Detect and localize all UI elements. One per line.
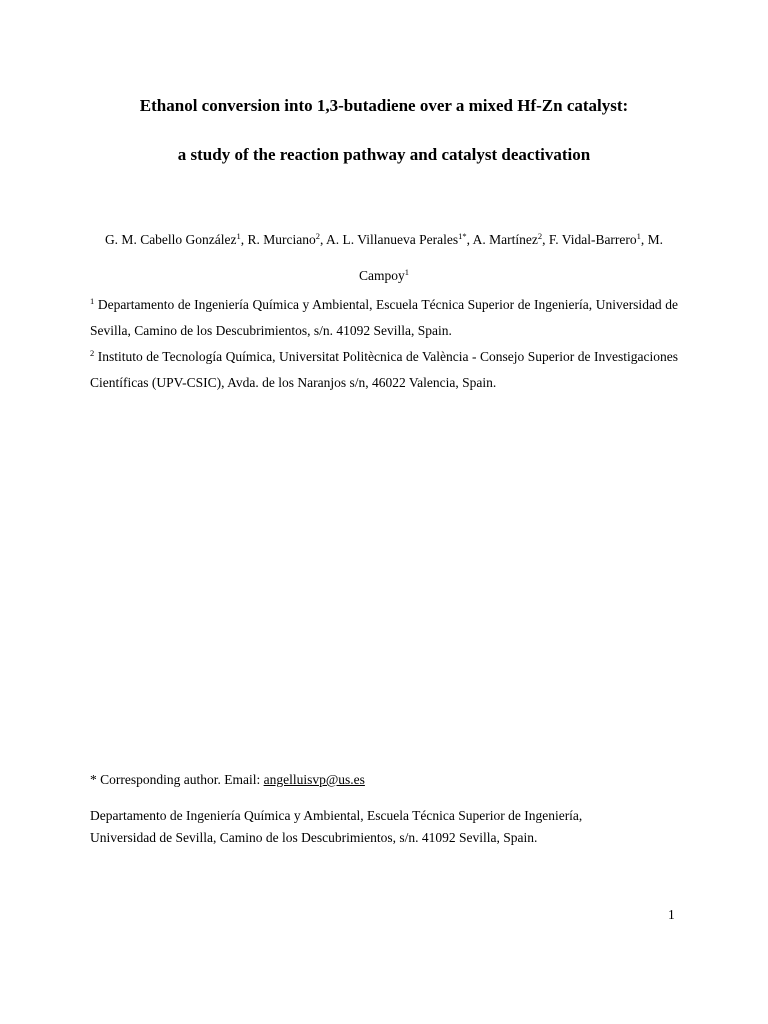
author-separator: , xyxy=(240,232,248,247)
author-affiliation-mark: 2 xyxy=(315,231,321,241)
author-affiliation-mark: 1 xyxy=(236,231,241,241)
affiliation-1 xyxy=(90,292,678,343)
author-name: A. L. Villanueva Perales xyxy=(326,232,459,247)
corresponding-label: * Corresponding author. Email: xyxy=(90,772,264,787)
paper-title-line-2: a study of the reaction pathway and catalyst deactivation xyxy=(177,145,591,164)
corresponding-address xyxy=(90,805,678,849)
corresponding-address-line-1: Departamento de Ingeniería Química y Ambiental, Escuela Técnica Superior de Ingeniería, xyxy=(90,808,583,823)
author-separator: , xyxy=(640,232,648,247)
author-name: R. Murciano xyxy=(247,232,316,247)
corresponding-author xyxy=(90,770,365,790)
author-name: F. Vidal-Barrero xyxy=(548,232,637,247)
author-affiliation-mark: 2 xyxy=(537,231,543,241)
author-list xyxy=(90,222,678,294)
corresponding-address-line-2: Universidad de Sevilla, Camino de los Descubrimientos, s/n. 41092 Sevilla, Spain. xyxy=(90,830,538,845)
affiliation-2 xyxy=(90,344,678,395)
author-separator: , xyxy=(466,232,473,247)
affiliation-mark: 1 xyxy=(90,296,95,306)
author-affiliation-mark: 1 xyxy=(636,231,641,241)
author-name: M. Campoy xyxy=(359,232,664,283)
author-affiliation-mark: 1* xyxy=(458,231,467,241)
author-name: A. Martínez xyxy=(472,232,538,247)
affiliation-mark: 2 xyxy=(90,348,95,358)
affiliation-text: Departamento de Ingeniería Química y Ambiental, Escuela Técnica Superior de Ingeniería, Universidad de Sevilla, Camino de los Descubrimientos, s/n. 41092 Sevilla, Spain. xyxy=(90,297,678,338)
page-number: 1 xyxy=(668,907,675,922)
affiliation-text: Instituto de Tecnología Química, Universitat Politècnica de València - Consejo Superior de Investigaciones Científicas (UPV-CSIC), Avda. de los Naranjos s/n, 46022 Valencia, Spain. xyxy=(90,349,678,390)
author-separator: , xyxy=(542,232,549,247)
author-affiliation-mark: 1 xyxy=(404,267,409,277)
corresponding-email-link[interactable]: angelluisvp@us.es xyxy=(263,772,365,787)
author-name: G. M. Cabello González xyxy=(104,232,237,247)
author-separator: , xyxy=(320,232,327,247)
paper-title-line-1: Ethanol conversion into 1,3-butadiene over a mixed Hf-Zn catalyst: xyxy=(139,96,629,115)
